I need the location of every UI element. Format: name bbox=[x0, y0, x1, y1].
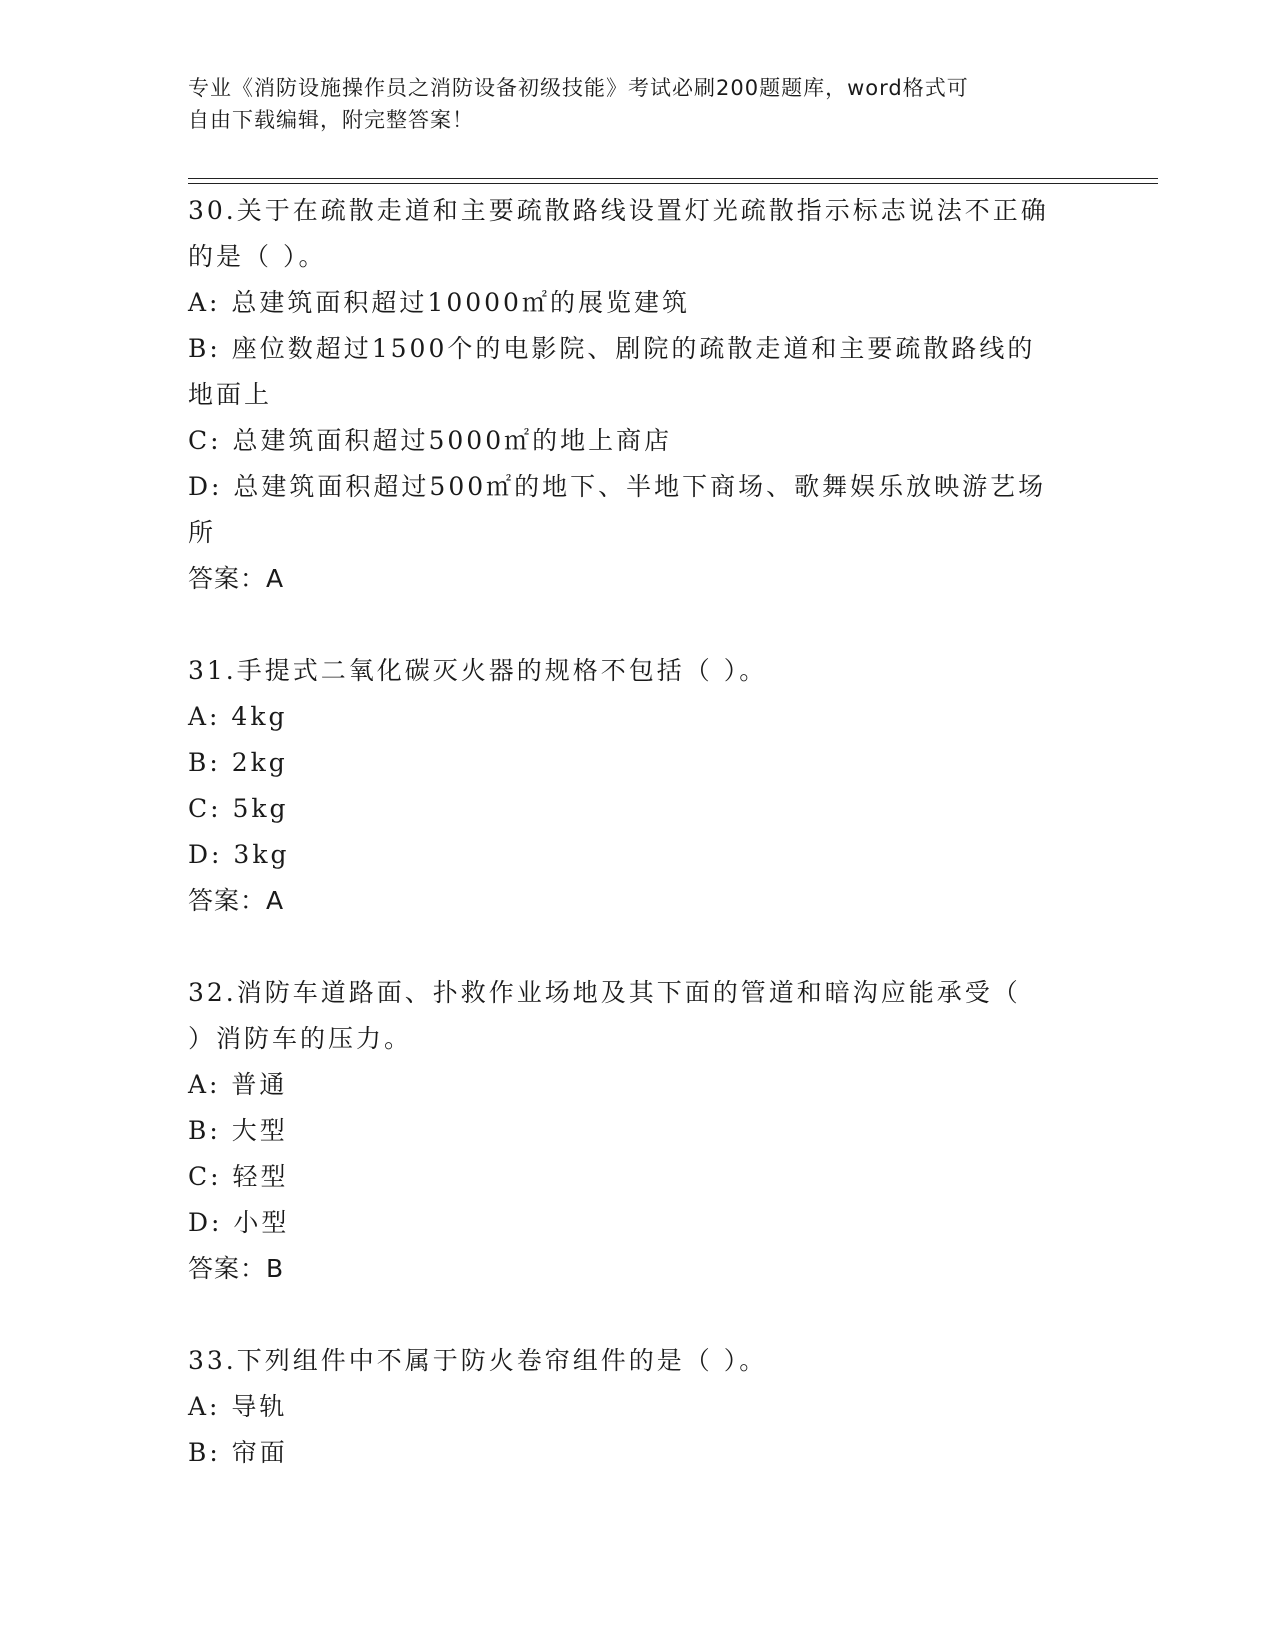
question-32 bbox=[188, 970, 1088, 1292]
option-c: C: 5kg bbox=[188, 794, 289, 823]
question-stem-cont: ）消防车的压力。 bbox=[188, 1024, 413, 1053]
option-d-cont: 所 bbox=[188, 518, 217, 547]
question-stem: 31.手提式二氧化碳灭火器的规格不包括（ ）。 bbox=[188, 656, 768, 685]
header-divider-bottom bbox=[188, 183, 1158, 184]
question-31 bbox=[188, 648, 1088, 924]
option-d: D: 3kg bbox=[188, 840, 290, 869]
option-d: D: 总建筑面积超过500㎡的地下、半地下商场、歌舞娱乐放映游艺场 bbox=[188, 472, 1047, 501]
option-b: B: 2kg bbox=[188, 748, 288, 777]
header-line-2: 自由下载编辑，附完整答案！ bbox=[188, 108, 474, 132]
option-b: B: 帘面 bbox=[188, 1438, 288, 1467]
header-divider-top bbox=[188, 178, 1158, 179]
option-a: A: 导轨 bbox=[188, 1392, 288, 1421]
question-33 bbox=[188, 1338, 1088, 1476]
option-b-cont: 地面上 bbox=[188, 380, 273, 409]
option-b: B: 大型 bbox=[188, 1116, 288, 1145]
question-stem-cont: 的是（ ）。 bbox=[188, 242, 327, 271]
option-a: A: 总建筑面积超过10000㎡的展览建筑 bbox=[188, 288, 690, 317]
question-stem: 30.关于在疏散走道和主要疏散路线设置灯光疏散指示标志说法不正确 bbox=[188, 196, 1049, 225]
option-a: A: 4kg bbox=[188, 702, 288, 731]
option-a: A: 普通 bbox=[188, 1070, 288, 1099]
answer: 答案：A bbox=[188, 564, 285, 593]
option-c: C: 轻型 bbox=[188, 1162, 289, 1191]
option-b: B: 座位数超过1500个的电影院、剧院的疏散走道和主要疏散路线的 bbox=[188, 334, 1036, 363]
question-stem: 33.下列组件中不属于防火卷帘组件的是（ ）。 bbox=[188, 1346, 768, 1375]
answer: 答案：A bbox=[188, 886, 285, 915]
header-line-1: 专业《消防设施操作员之消防设备初级技能》考试必刷200题题库，word格式可 bbox=[188, 76, 969, 100]
answer: 答案：B bbox=[188, 1254, 285, 1283]
document-header bbox=[188, 72, 1088, 136]
option-c: C: 总建筑面积超过5000㎡的地上商店 bbox=[188, 426, 673, 455]
question-stem: 32.消防车道路面、扑救作业场地及其下面的管道和暗沟应能承受（ bbox=[188, 978, 1021, 1007]
option-d: D: 小型 bbox=[188, 1208, 290, 1237]
question-list bbox=[188, 188, 1088, 1522]
question-30 bbox=[188, 188, 1088, 602]
